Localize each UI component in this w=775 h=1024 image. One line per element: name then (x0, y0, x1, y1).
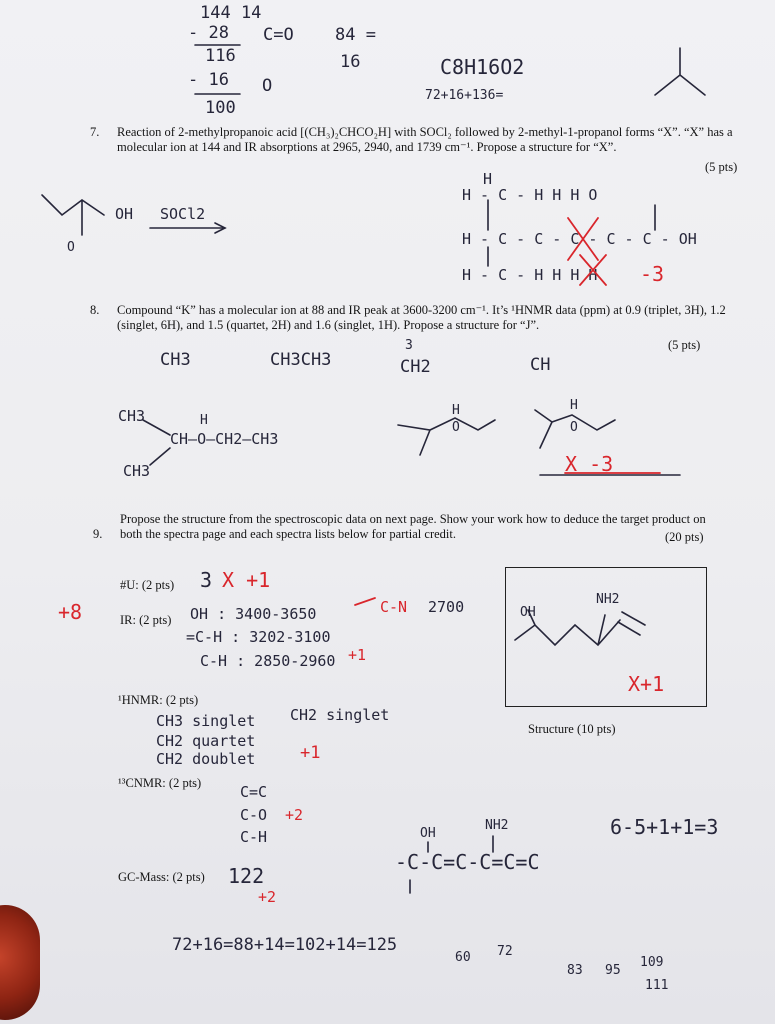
q9-points: (20 pts) (665, 530, 704, 544)
q9-hnmr-score: +1 (300, 743, 321, 763)
scratch-formula: C8H16O2 (440, 55, 525, 79)
q7-red-cross-2 (580, 255, 606, 285)
isobutane-doodle (655, 48, 705, 95)
q7-chain-row2: H - C - H H H O (462, 186, 598, 204)
q8-struct-chain: CH—O—CH2—CH3 (170, 430, 279, 448)
q9-cnmr-label: ¹³CNMR: (2 pts) (118, 776, 202, 790)
mass-109: 109 (640, 955, 664, 970)
q9-gc-answer: 122 (228, 864, 265, 888)
mass-95: 95 (605, 963, 621, 978)
scratch-116: 116 (205, 46, 236, 66)
ir-red-mark (355, 598, 375, 605)
scratch-144: 144 14 (200, 3, 262, 23)
q8-alt1-h: H (452, 403, 460, 418)
q8-text: Compound “K” has a molecular ion at 88 and IR peak at 3600-3200 cm⁻¹. It’s ¹HNMR data (ppm) at 0.9 (triplet, 3H), 1.2 (singlet, 6H), and 1.5 (quartet, 2H) and 1.6 (singlet, 1H). Propose a structure for “J”. (117, 303, 726, 332)
q9-cnmr-line3: C-H (240, 828, 268, 846)
q7-chain-row1: H (483, 170, 493, 188)
q9-chain-oh: OH (420, 826, 436, 841)
q9-text: Propose the structure from the spectroscopic data on next page. Show your work how to deduce the target product on both the spectra page and each spectra lists below for partial credit. (120, 512, 706, 541)
q9-ir-line2: =C-H : 3202-3100 (186, 628, 331, 646)
mass-60: 60 (455, 950, 471, 965)
scratch-100: 100 (205, 98, 236, 118)
structure-label: Structure (10 pts) (528, 722, 616, 736)
q8-alt1-o: O (452, 420, 460, 435)
q8-struct-bonds (143, 420, 170, 465)
scratch-84: 84 = (335, 25, 376, 45)
q8-hw-3: 3 (405, 338, 413, 353)
box-nh2-label: NH2 (596, 592, 620, 607)
q9-mass-calc: 72+16=88+14=102+14=125 (172, 935, 398, 955)
q9-hnmr-label: ¹HNMR: (2 pts) (118, 693, 199, 707)
q8-alt2-skeleton (535, 410, 615, 448)
q9-ir-line1: OH : 3400-3650 (190, 605, 317, 623)
q9-ir-cn: C-N (380, 598, 408, 616)
box-skeleton (515, 610, 620, 645)
scratch-16: 16 (340, 52, 361, 72)
q9-u-answer: 3 (200, 568, 213, 592)
q9-ir-line3: C-H : 2850-2960 (200, 652, 336, 670)
q8-points: (5 pts) (668, 338, 701, 352)
q8-alt2-o: O (570, 420, 578, 435)
q7-red-cross (568, 218, 598, 260)
box-oh-label: OH (520, 605, 536, 620)
q9-hnmr-line3: CH2 doublet (156, 750, 256, 768)
q9-ir-label: IR: (2 pts) (120, 613, 172, 627)
q8-hw-ch2: CH2 (400, 357, 431, 377)
q9-hnmr-line1b: CH2 singlet (290, 706, 390, 724)
scratch-c-eq-o: C=O (263, 25, 294, 45)
q7-reagent: SOCl2 (160, 205, 206, 223)
thumb-in-frame (0, 905, 40, 1020)
scratch-minus16: - 16 (188, 70, 229, 90)
q8-hw-ch: CH (530, 355, 551, 375)
q8-number: 8. (90, 303, 100, 317)
q7-score: -3 (640, 262, 665, 286)
q7-oh-label: OH (115, 205, 134, 223)
q8-struct-h: H (200, 413, 208, 428)
q8-hw-ch3: CH3 (160, 350, 191, 370)
q9-ir-line3-score: +1 (348, 646, 367, 664)
q9-number: 9. (93, 527, 103, 541)
q9-u-label: #U: (2 pts) (120, 578, 175, 592)
box-double-bond (618, 612, 645, 635)
q8-score: X -3 (565, 452, 614, 476)
q7-points: (5 pts) (705, 160, 738, 174)
box-score: X+1 (628, 672, 665, 696)
scratch-minus28: - 28 (188, 23, 229, 43)
q9-gc-label: GC-Mass: (2 pts) (118, 870, 205, 884)
q9-cnmr-line1: C=C (240, 783, 268, 801)
q9-ir-2700: 2700 (428, 598, 465, 616)
q9-hnmr-line2: CH2 quartet (156, 732, 256, 750)
q8-struct-ch3a: CH3 (118, 407, 146, 425)
scratch-sum: 72+16+136= (425, 88, 504, 103)
q9-chain: -C-C=C-C=C=C (395, 850, 540, 874)
q7-chain-row4: H - C - H H H H (462, 266, 598, 284)
mass-72: 72 (497, 944, 513, 959)
q9-u-score: X +1 (222, 568, 271, 592)
q9-chain-nh2: NH2 (485, 818, 509, 833)
q9-cnmr-score: +2 (285, 806, 304, 824)
q8-alt2-h: H (570, 398, 578, 413)
q9-hnmr-line1: CH3 singlet (156, 712, 256, 730)
q7-reactant-skeleton (42, 195, 104, 235)
q8-alt1-skeleton (398, 418, 495, 455)
q7-number: 7. (90, 125, 100, 139)
mass-83: 83 (567, 963, 583, 978)
q7-text: Reaction of 2-methylpropanoic acid [(CH₃)₂CHCO₂H] with SOCl₂ followed by 2-methyl-1-propanol forms “X”. “X” has a molecular ion at 144 and IR absorptions at 2965, 2940, and 1739 cm⁻¹. Propose a structure for “X”. (117, 125, 733, 154)
q9-total-score: +8 (58, 600, 83, 624)
q8-struct-ch3b: CH3 (123, 462, 151, 480)
scratch-zero: O (262, 76, 273, 96)
q8-hw-ch3ch3: CH3CH3 (270, 350, 332, 370)
q7-chain-row3: H - C - C - C - C - C - OH (462, 230, 697, 248)
q9-gc-score: +2 (258, 888, 277, 906)
q7-o-label: O (67, 240, 75, 255)
q9-calc-u: 6-5+1+1=3 (610, 815, 719, 839)
q9-cnmr-line2: C-O (240, 806, 268, 824)
mass-111: 111 (645, 978, 669, 993)
